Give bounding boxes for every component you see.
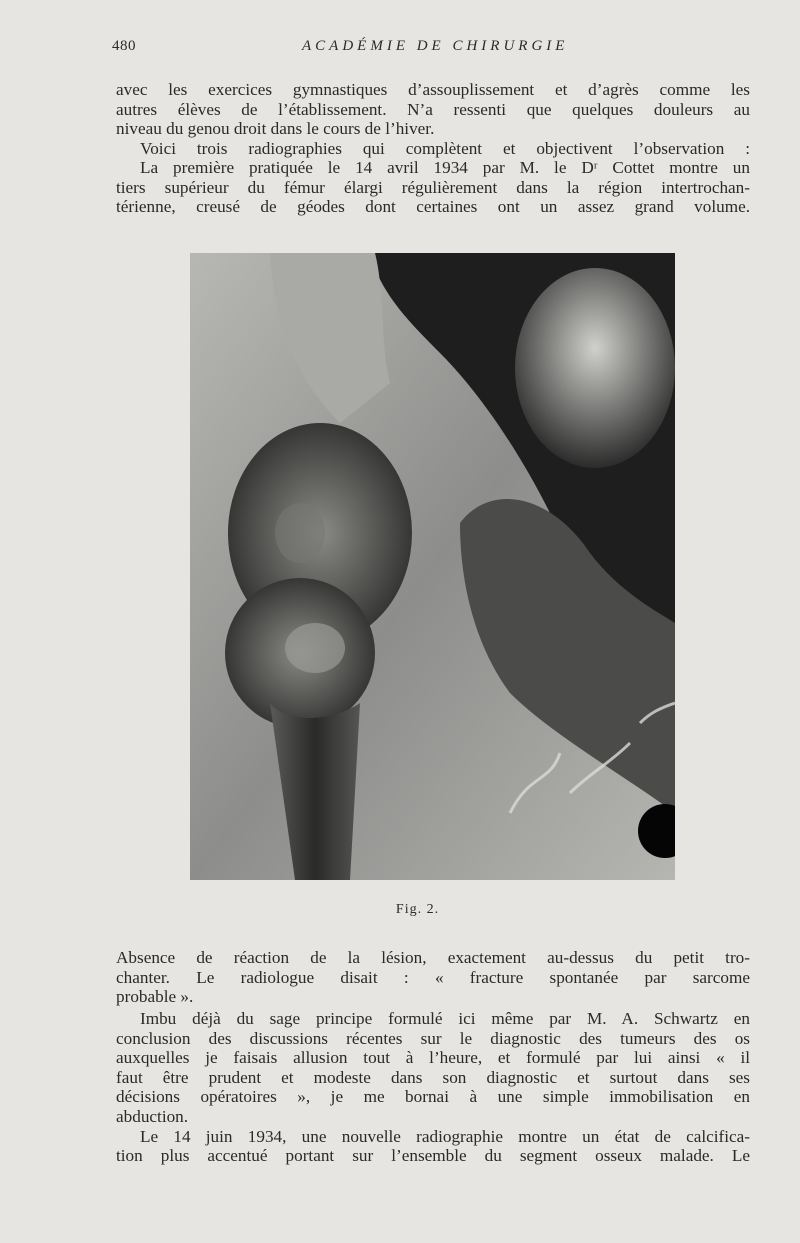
body-paragraph bbox=[116, 1009, 750, 1166]
text-line: Absence de réaction de la lésion, exactement au-dessus du petit tro- bbox=[116, 948, 750, 967]
femoral-head bbox=[515, 268, 675, 468]
text-line: avec les exercices gymnastiques d’assouplissement et d’agrès comme les bbox=[116, 80, 750, 99]
text-line: faut être prudent et modeste dans son diagnostic et surtout dans ses bbox=[116, 1067, 750, 1087]
text-line: chanter. Le radiologue disait : « fracture spontanée par sarcome bbox=[116, 967, 750, 987]
text-line: térienne, creusé de géodes dont certaines ont un assez grand volume. bbox=[116, 197, 750, 217]
radiograph-figure bbox=[190, 253, 675, 880]
text-line: probable ». bbox=[116, 987, 194, 1007]
radiograph-image bbox=[190, 253, 675, 880]
text-line: niveau du genou droit dans le cours de l’hiver. bbox=[116, 119, 435, 139]
page-header bbox=[112, 38, 752, 58]
text-line: Imbu déjà du sage principe formulé ici même par M. A. Schwartz en bbox=[140, 1009, 750, 1028]
text-line: autres élèves de l’établissement. N’a ressenti que quelques douleurs au bbox=[116, 99, 750, 119]
text-line: tion plus accentué portant sur l’ensemble du segment osseux malade. Le bbox=[116, 1146, 750, 1166]
body-paragraph bbox=[116, 158, 750, 217]
running-head: ACADÉMIE DE CHIRURGIE bbox=[302, 38, 569, 54]
body-paragraph bbox=[116, 948, 750, 1007]
text-line: conclusion des discussions récentes sur le diagnostic des tumeurs des os bbox=[116, 1028, 750, 1048]
text-line: Voici trois radiographies qui complètent et objectivent l’observation : bbox=[140, 138, 750, 158]
page-number: 480 bbox=[112, 38, 136, 54]
lesion-calcification bbox=[275, 503, 325, 563]
text-line: abduction. bbox=[116, 1106, 189, 1126]
text-line: La première pratiquée le 14 avril 1934 par M. le Dʳ Cottet montre un bbox=[140, 158, 750, 177]
body-paragraph bbox=[116, 80, 750, 158]
text-line: Le 14 juin 1934, une nouvelle radiographie montre un état de calcifica- bbox=[140, 1126, 750, 1146]
lesion-calcification bbox=[285, 623, 345, 673]
text-line: tiers supérieur du fémur élargi régulièrement dans la région intertrochan- bbox=[116, 177, 750, 197]
figure-caption: Fig. 2. bbox=[395, 902, 440, 917]
text-line: auxquelles je faisais allusion tout à l’heure, et formulé par lui ainsi « il bbox=[116, 1048, 750, 1068]
text-line: décisions opératoires », je me bornai à une simple immobilisation en bbox=[116, 1087, 750, 1107]
